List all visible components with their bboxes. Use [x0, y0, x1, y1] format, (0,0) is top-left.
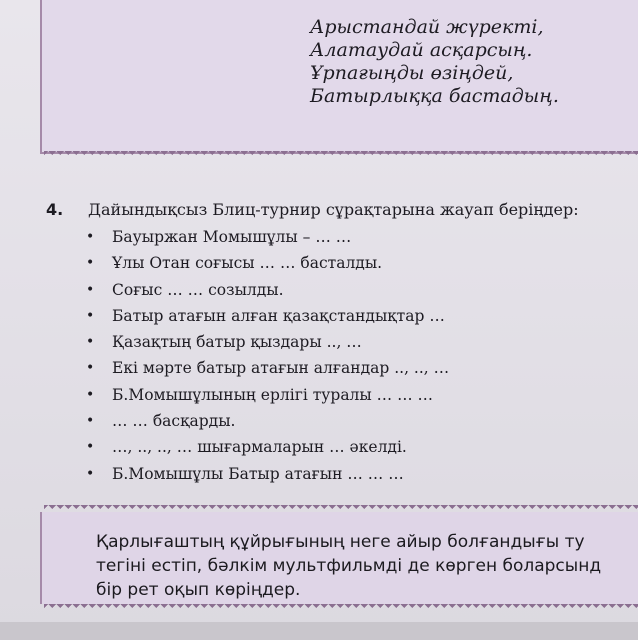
task-title: Дайындықсыз Блиц-турнир сұрақтарына жауап беріңдер:: [88, 200, 579, 219]
note-line: Қарлығаштың құйрығының неге айыр болғандығы ту: [96, 532, 585, 552]
list-item-text: Бауыржан Момышұлы – … …: [112, 228, 352, 246]
poem-line: Алатаудай асқарсың.: [310, 39, 533, 61]
note-box: [40, 512, 638, 604]
note-box-zigzag-border-bottom: [44, 604, 638, 612]
bullet-icon: •: [86, 281, 95, 298]
list-item-text: Екі мәрте батыр атағын алғандар .., .., …: [112, 359, 450, 378]
note-line: тегіні естіп, бәлкім мультфильмді де көрген боларсынд: [96, 556, 602, 576]
list-item-text: Батыр атағын алған қазақстандықтар …: [112, 306, 445, 325]
bullet-icon: •: [86, 307, 95, 324]
note-text: [96, 530, 601, 602]
list-item-text: … … басқарды.: [112, 412, 236, 431]
list-item-text: Ұлы Отан соғысы … … басталды.: [112, 254, 383, 273]
list-item-text: …, .., .., … шығармаларын … әкелді.: [112, 438, 407, 457]
bullet-icon: •: [86, 360, 95, 377]
poem-line: Батырлыққа бастадың.: [310, 85, 559, 107]
bullet-icon: •: [86, 439, 95, 456]
note-line: бір рет оқып көріңдер.: [96, 580, 301, 600]
bullet-icon: •: [86, 229, 95, 245]
bullet-icon: •: [86, 255, 95, 272]
bullet-icon: •: [86, 413, 95, 430]
poem: [310, 16, 559, 108]
list-item-text: Б.Момышұлының ерлігі туралы … … …: [112, 385, 434, 404]
poem-box-zigzag-border: [44, 151, 638, 159]
poem-line: Ұрпағыңды өзіңдей,: [310, 62, 514, 84]
bullet-icon: •: [86, 465, 95, 482]
task-number: 4.: [46, 200, 64, 219]
poem-line: Арыстандай жүректі,: [310, 16, 544, 38]
poem-box: [40, 0, 638, 154]
list-item-text: Б.Момышұлы Батыр атағын … … …: [112, 464, 404, 483]
bullet-icon: •: [86, 334, 95, 351]
bullet-icon: •: [86, 386, 95, 403]
page-bottom-edge: [0, 622, 638, 640]
list-item-text: Қазақтың батыр қыздары .., …: [112, 333, 362, 352]
list-item-text: Соғыс … … созылды.: [112, 280, 284, 299]
